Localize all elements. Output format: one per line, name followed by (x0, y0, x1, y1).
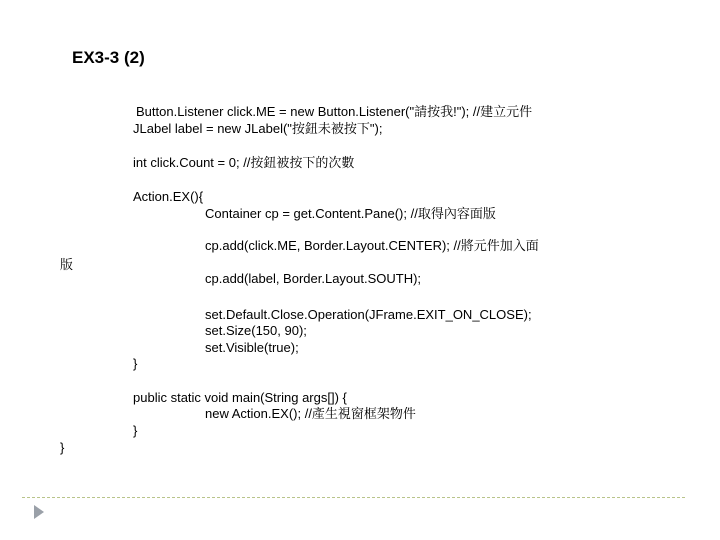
code-line: } (60, 440, 65, 455)
code-line-wrap: 版 (60, 257, 74, 272)
code-line: new Action.EX(); //產生視窗框架物件 (205, 406, 416, 421)
divider-line (22, 497, 685, 498)
code-line: public static void main(String args[]) { (133, 390, 347, 405)
code-line: set.Default.Close.Operation(JFrame.EXIT_ON_CLOSE); (205, 307, 532, 322)
code-line: Button.Listener click.ME = new Button.Listener("請按我!"); //建立元件 (136, 104, 533, 119)
code-line: cp.add(label, Border.Layout.SOUTH); (205, 271, 422, 286)
code-line: Container cp = get.Content.Pane(); //取得內容面版 (205, 206, 496, 221)
code-line: } (133, 423, 138, 438)
triangle-bullet-icon (34, 505, 44, 519)
code-line: cp.add(click.ME, Border.Layout.CENTER); //將元件加入面 (205, 238, 539, 253)
code-line: JLabel label = new JLabel("按鈕未被按下"); (133, 121, 383, 136)
code-line: set.Visible(true); (205, 340, 299, 355)
code-line: int click.Count = 0; //按鈕被按下的次數 (133, 155, 355, 170)
slide-title: EX3-3 (2) (72, 48, 145, 67)
code-line: Action.EX(){ (133, 189, 204, 204)
code-line: } (133, 356, 138, 371)
code-line: set.Size(150, 90); (205, 323, 307, 338)
